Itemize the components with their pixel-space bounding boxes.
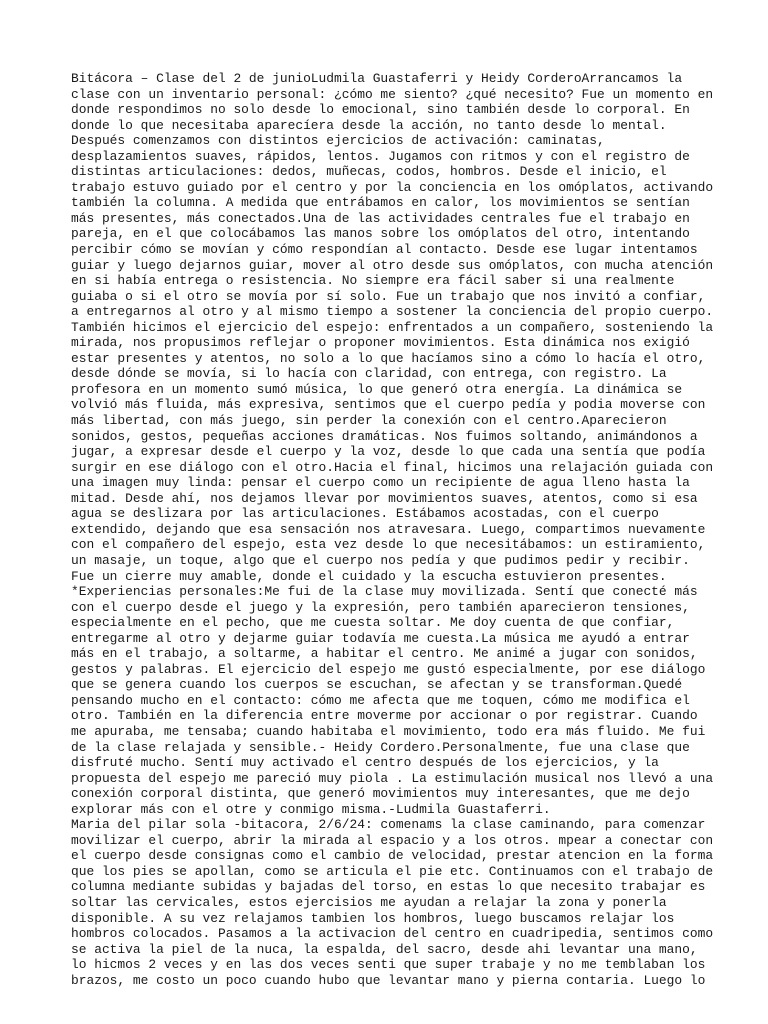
text-line: desplazamientos suaves, rápidos, lentos. Jugamos con ritmos y con el registro de [71,148,690,164]
text-line: soltar las cervicales, estos ejercisios me ayudan a relajar la zona y ponerla [71,894,667,910]
text-line: entregarme al otro y dejarme guiar todavía me cuesta.La música me ayudó a entrar [71,630,690,646]
text-line: percibir cómo se movían y cómo respondían al contacto. Desde ese lugar intentamos [71,242,698,258]
text-line: desde dónde se movía, si lo hacía con claridad, con entrega, con registro. La [71,366,667,382]
text-line: guiaba o si el otro se movía por sí solo. Fue un trabajo que nos invitó a confiar, [71,288,706,304]
text-line: de la clase relajada y sensible.- Heidy Cordero.Personalmente, fue una clase que [71,739,690,755]
text-line: explorar más con el otre y conmigo misma.-Ludmila Guastaferri. [71,801,551,817]
text-line: un masaje, un toque, algo que el cuerpo nos pedía y que pudimos pedir y recibir. [71,552,690,568]
text-line: pensando mucho en el contacto: cómo me afecta que me toquen, cómo me modifica el [71,692,690,708]
text-line: brazos, me costo un poco cuando hubo que levantar mano y pierna contaria. Luego lo [71,972,706,988]
text-line: jugar, a expresar desde el cuerpo y la voz, desde lo que cada una sentía que podía [71,444,706,460]
text-line: me apuraba, me tensaba; cuando habitaba el movimiento, todo era más fluido. Me fui [71,723,706,739]
text-line: disponible. A su vez relajamos tambien los hombros, luego buscamos relajar los [71,910,675,926]
text-line: otro. También en la diferencia entre moverme por accionar o por registrar. Cuando [71,708,698,724]
document-body-text [71,71,714,988]
text-line: estar presentes y atentos, no solo a lo que hacíamos sino a cómo lo hacía el otro, [71,350,706,366]
text-line: extendido, dejando que esa sensación nos atravesara. Luego, compartimos nuevamente [71,521,706,537]
text-line: con el cuerpo desde el juego y la expresión, pero también aparecieron tensiones, [71,599,690,615]
text-line: sonidos, gestos, pequeñas acciones dramáticas. Nos fuimos soltando, animándonos a [71,428,698,444]
text-line: donde respondimos no solo desde lo emocional, sino también desde lo corporal. En [71,102,690,118]
text-line: Maria del pilar sola -bitacora, 2/6/24: comenams la clase caminando, para comenzar [71,817,706,833]
text-line: se activa la piel de la nuca, la espalda, del sacro, desde ahi levantar una mano, [71,941,698,957]
text-line: que los pies se apollan, como se articula el pie etc. Continuamos con el trabajo de [71,863,714,879]
text-line: mitad. Desde ahí, nos dejamos llevar por movimientos suaves, atentos, como si esa [71,490,698,506]
text-line: una imagen muy linda: pensar el cuerpo como un recipiente de agua lleno hasta la [71,475,690,491]
text-line: volvió más fluida, más expresiva, sentimos que el cuerpo pedía y podia moverse con [71,397,706,413]
text-line: el cuerpo desde consignas como el cambio de velocidad, prestar atencion en la forma [71,848,714,864]
text-line: también la columna. A medida que entrábamos en calor, los movimientos se sentían [71,195,690,211]
text-line: disfruté mucho. Sentí muy activado el centro después de los ejercicios, y la [71,755,659,771]
text-line: Bitácora – Clase del 2 de junioLudmila Guastaferri y Heidy CorderoArrancamos la [71,71,683,86]
text-line: También hicimos el ejercicio del espejo: enfrentados a un compañero, sosteniendo la [71,319,714,335]
text-line: Después comenzamos con distintos ejercicios de activación: caminatas, [71,133,605,149]
text-line: con el compañero del espejo, esta vez desde lo que necesitábamos: un estiramiento, [71,537,706,553]
text-line: movilizar el cuerpo, abrir la mirada al espacio y a los otros. mpear a conectar con [71,832,714,848]
text-line: a entregarnos al otro y al mismo tiempo a sostener la conciencia del propio cuerpo. [71,304,714,320]
text-line: mirada, nos propusimos reflejar o proponer movimientos. Esta dinámica nos exigió [71,335,690,351]
text-line: *Experiencias personales:Me fui de la clase muy movilizada. Sentí que conecté más [71,584,698,600]
text-line: columna mediante subidas y bajadas del torso, en estas lo que necesito trabajar es [71,879,706,895]
text-line: lo hicmos 2 veces y en las dos veces senti que super trabaje y no me temblaban los [71,957,706,973]
text-line: especialmente en el pecho, que me cuesta soltar. Me doy cuenta de que confiar, [71,615,675,631]
text-line: más libertad, con más juego, sin perder la conexión con el centro.Aparecieron [71,413,667,429]
text-line: distintas articulaciones: dedos, muñecas, codos, hombros. Desde el inicio, el [71,164,667,180]
text-line: hombros colocados. Pasamos a la activacion del centro en cuadripedia, sentimos como [71,926,714,942]
text-line: profesora en un momento sumó música, lo que generó otra energía. La dinámica se [71,381,683,397]
text-line: Fue un cierre muy amable, donde el cuidado y la escucha estuvieron presentes. [71,568,667,584]
text-line: donde lo que necesitaba aparecíera desde la acción, no tanto desde lo mental. [71,117,667,133]
text-line: clase con un inventario personal: ¿cómo me siento? ¿qué necesito? Fue un momento en [71,86,714,102]
text-line: pareja, en el que colocábamos las manos sobre los omóplatos del otro, intentando [71,226,690,242]
text-line: surgir en ese diálogo con el otro.Hacia el final, hicimos una relajación guiada con [71,459,714,475]
text-line: más presentes, más conectados.Una de las actividades centrales fue el trabajo en [71,210,690,226]
text-line: guiar y luego dejarnos guiar, mover al otro desde sus omóplatos, con mucha atención [71,257,714,273]
text-line: propuesta del espejo me pareció muy piola . La estimulación musical nos llevó a una [71,770,714,786]
text-line: más en el trabajo, a soltarme, a habitar el centro. Me animé a jugar con sonidos, [71,646,698,662]
text-line: trabajo estuvo guiado por el centro y por la conciencia en los omóplatos, activando [71,179,714,195]
text-line: agua se deslizara por las articulaciones. Estábamos acostadas, con el cuerpo [71,506,659,522]
text-line: que se genera cuando los cuerpos se escuchan, se afectan y se transforman.Quedé [71,677,683,693]
text-line: gestos y palabras. El ejercicio del espejo me gustó especialmente, por ese diálogo [71,661,706,677]
text-line: en si había entrega o resistencia. No siempre era fácil saber si una realmente [71,273,675,289]
text-line: conexión corporal distinta, que generó movimientos muy interesantes, que me dejo [71,786,690,802]
